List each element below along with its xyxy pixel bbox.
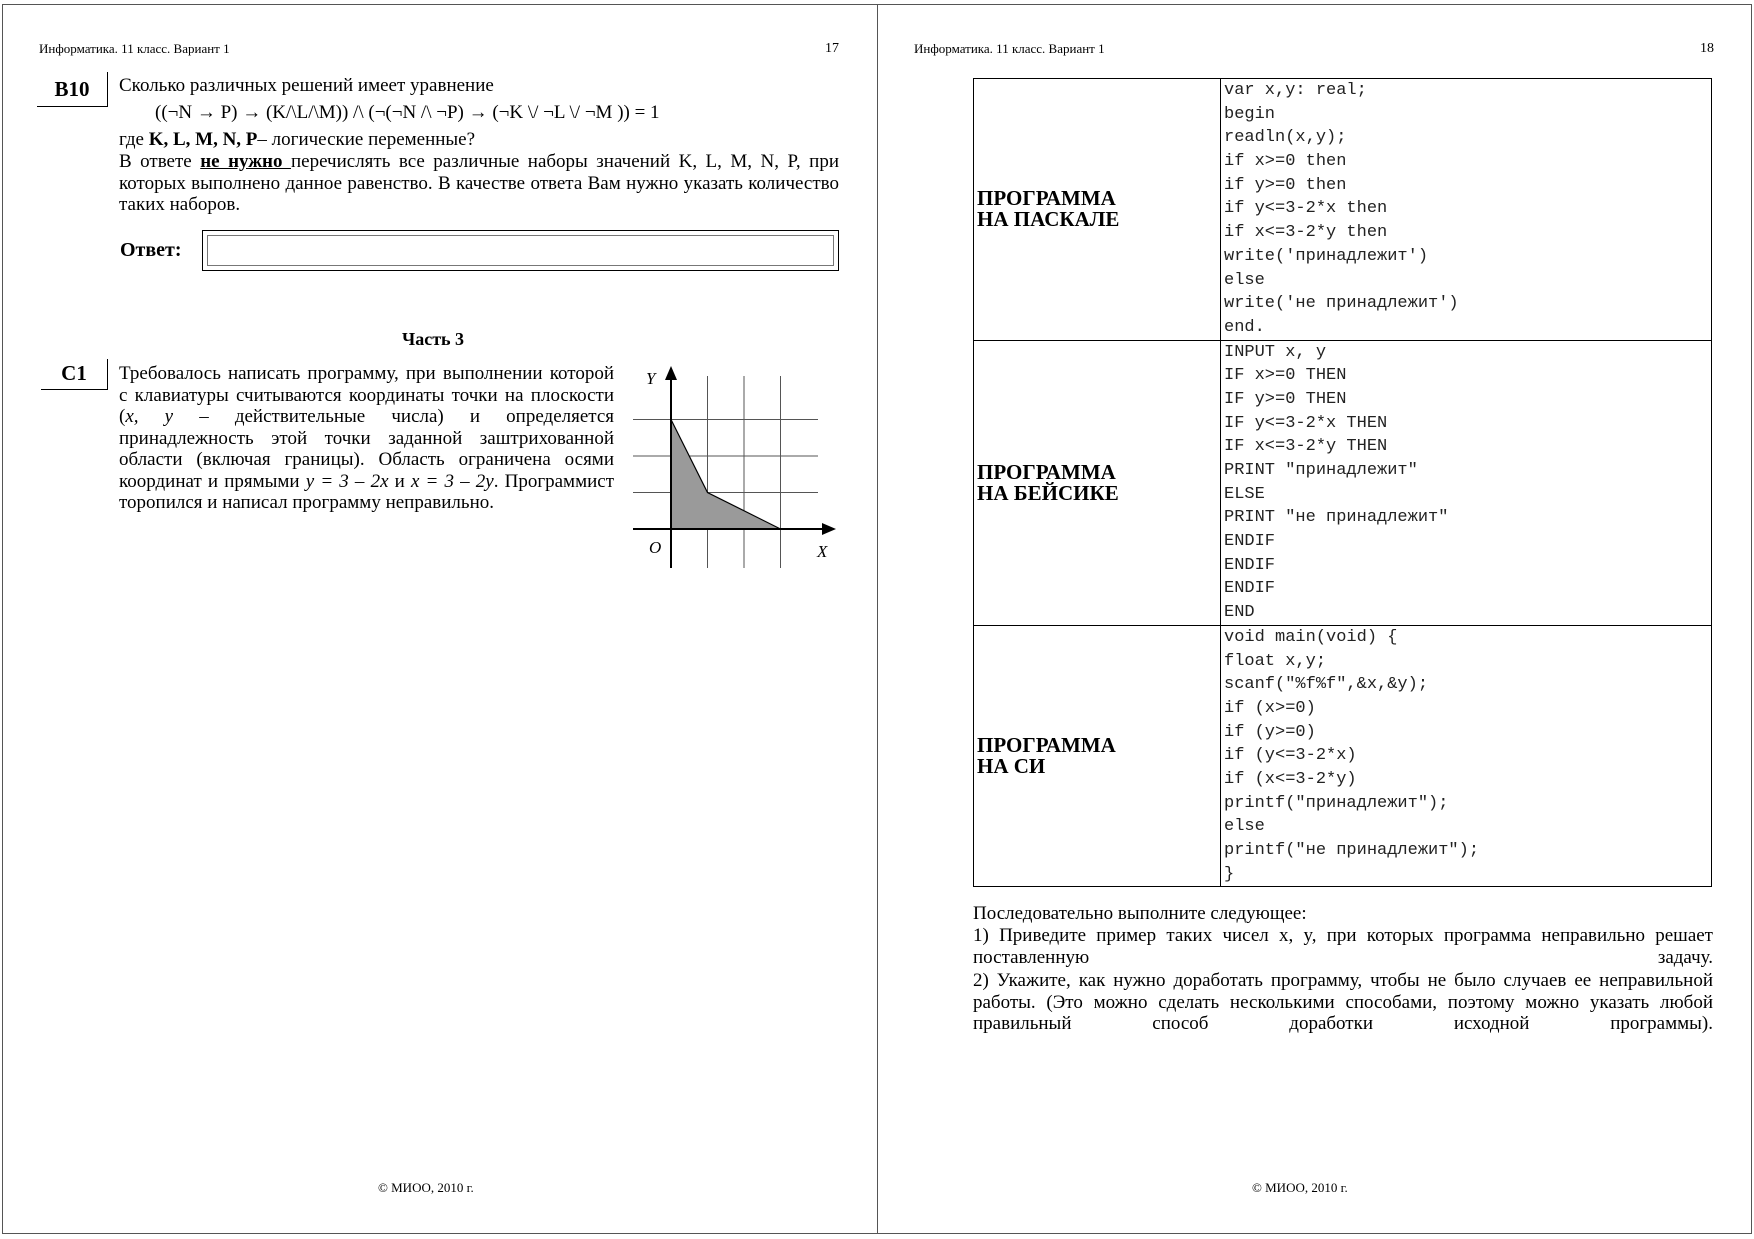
c1-text-2: – действительные числа) и определяется принадлежность этой точки заданной заштрихованной области (включая границы). Область ограничена осями координат и прямыми bbox=[119, 406, 614, 492]
code-line: IF y>=0 THEN bbox=[1224, 389, 1347, 409]
c1-text-and: и bbox=[388, 470, 411, 492]
region-graph bbox=[633, 360, 843, 575]
part-3-title: Часть 3 bbox=[402, 329, 465, 349]
origin-label: O bbox=[649, 538, 662, 557]
task-label-c1: C1 bbox=[41, 359, 108, 390]
code-line: if (y<=3-2*x) bbox=[1224, 746, 1357, 766]
code-line: if (x<=3-2*y) bbox=[1224, 769, 1357, 789]
c1-text-xy: x, y bbox=[125, 406, 174, 427]
instructions-item-1: 1) Приведите пример таких чисел x, y, при которых программа неправильно решает поставленную задачу. bbox=[973, 925, 1713, 968]
page-header: Информатика. 11 класс. Вариант 1 bbox=[39, 41, 230, 56]
code-line: float x,y; bbox=[1224, 651, 1327, 671]
code-line: if x<=3-2*y then bbox=[1224, 223, 1388, 243]
y-axis-arrow bbox=[665, 366, 677, 380]
program-label-line2: НА СИ bbox=[977, 754, 1046, 779]
code-line: printf("не принадлежит"); bbox=[1224, 841, 1480, 860]
program-label-c bbox=[974, 625, 1221, 887]
code-line: if (x>=0) bbox=[1224, 698, 1316, 718]
code-line: if (y>=0) bbox=[1224, 722, 1316, 742]
code-line: PRINT "не принадлежит" bbox=[1224, 508, 1449, 528]
program-row-basic bbox=[974, 340, 1712, 625]
program-code-c bbox=[1221, 625, 1712, 887]
code-line: INPUT x, y bbox=[1224, 342, 1327, 362]
b10-vars-suffix: – логические переменные? bbox=[257, 129, 476, 150]
code-line: scanf("%f%f",&x,&y); bbox=[1224, 675, 1429, 695]
program-label-pascal bbox=[974, 79, 1221, 341]
program-label-line2: НА БЕЙСИКЕ bbox=[977, 480, 1119, 505]
code-line: PRINT "принадлежит" bbox=[1224, 461, 1418, 480]
code-line: if y>=0 then bbox=[1224, 175, 1347, 195]
x-axis-label: X bbox=[817, 542, 828, 561]
b10-vars-bold: K, L, M, N, P bbox=[148, 129, 258, 150]
page-number: 18 bbox=[1700, 41, 1714, 56]
program-row-c bbox=[974, 625, 1712, 887]
code-line: else bbox=[1224, 270, 1265, 290]
b10-formula: ((¬N → P) → (K/\L/\M)) /\ (¬(¬N /\ ¬P) → (¬K \/ ¬L \/ ¬M )) = 1 bbox=[155, 102, 660, 123]
program-label-line1: ПРОГРАММА bbox=[977, 459, 1116, 484]
c1-eq2: x = 3 – 2y bbox=[410, 470, 494, 492]
answer-input-box[interactable] bbox=[202, 230, 839, 271]
code-line: IF x>=0 THEN bbox=[1224, 366, 1347, 386]
code-line: ENDIF bbox=[1224, 532, 1276, 552]
code-line: write('принадлежит') bbox=[1224, 246, 1429, 266]
code-line: END bbox=[1224, 603, 1255, 623]
code-line: ENDIF bbox=[1224, 579, 1276, 599]
code-line: readln(x,y); bbox=[1224, 128, 1347, 148]
code-line: end. bbox=[1224, 317, 1265, 337]
program-code-pascal bbox=[1221, 79, 1712, 341]
instructions-item-2: 2) Укажите, как нужно доработать программу, чтобы не было случаев ее неправильной работы. (Это можно сделать несколькими способами, поэтому можно указать любой правильный способ доработки исходной программы). bbox=[973, 970, 1713, 1034]
program-label-line2: НА ПАСКАЛЕ bbox=[977, 207, 1120, 232]
page-footer: © МИОО, 2010 г. bbox=[378, 1180, 474, 1195]
left-page bbox=[2, 4, 878, 1234]
program-code-basic bbox=[1221, 340, 1712, 625]
code-line: if x>=0 then bbox=[1224, 152, 1347, 172]
code-line: IF x<=3-2*y THEN bbox=[1224, 437, 1388, 457]
c1-text bbox=[119, 363, 614, 514]
page-header: Информатика. 11 класс. Вариант 1 bbox=[914, 41, 1105, 56]
code-line: void main(void) { bbox=[1224, 627, 1398, 647]
c1-eq1: y = 3 – 2x bbox=[305, 470, 389, 492]
code-line: if y<=3-2*x then bbox=[1224, 199, 1388, 219]
code-line: var x,y: real; bbox=[1224, 81, 1367, 100]
task-label-b10: B10 bbox=[37, 72, 108, 107]
b10-instr-suffix: перечислять все различные наборы значений K, L, M, N, P, при которых выполнено данное равенство. В качестве ответа Вам нужно указать количество таких наборов. bbox=[119, 151, 839, 215]
b10-instr-prefix: В ответе bbox=[119, 151, 201, 172]
code-line: ELSE bbox=[1224, 484, 1265, 504]
program-label-basic bbox=[974, 340, 1221, 625]
program-label-line1: ПРОГРАММА bbox=[977, 186, 1116, 211]
programs-table bbox=[973, 78, 1712, 887]
right-page bbox=[877, 4, 1752, 1234]
answer-input-inner bbox=[207, 235, 834, 266]
code-line: else bbox=[1224, 817, 1265, 837]
c1-text-1: Требовалось написать программу, при выполнении которой с клавиатуры считываются координаты точки на плоскости ( bbox=[119, 363, 614, 427]
code-line: IF y<=3-2*x THEN bbox=[1224, 413, 1388, 433]
code-line: write('не принадлежит') bbox=[1224, 294, 1459, 314]
program-row-pascal bbox=[974, 79, 1712, 341]
b10-question: Сколько различных решений имеет уравнение bbox=[119, 75, 494, 96]
answer-label: Ответ: bbox=[120, 239, 182, 261]
b10-instruction bbox=[119, 151, 839, 216]
page-number: 17 bbox=[825, 41, 839, 56]
b10-instr-bold: не нужно bbox=[200, 151, 291, 172]
shaded-region bbox=[671, 420, 781, 530]
code-line: } bbox=[1224, 864, 1235, 884]
code-line: ENDIF bbox=[1224, 555, 1276, 575]
code-line: printf("принадлежит"); bbox=[1224, 793, 1449, 813]
instructions-intro: Последовательно выполните следующее: bbox=[973, 903, 1307, 924]
code-line: begin bbox=[1224, 104, 1276, 124]
c1-text-3: . Программист торопился и написал программу неправильно. bbox=[119, 470, 614, 513]
y-axis-label: Y bbox=[646, 369, 656, 388]
x-axis-arrow bbox=[822, 523, 836, 535]
program-label-line1: ПРОГРАММА bbox=[977, 733, 1116, 758]
page-footer: © МИОО, 2010 г. bbox=[1252, 1180, 1348, 1195]
b10-vars-prefix: где bbox=[119, 129, 149, 150]
b10-variables bbox=[119, 129, 839, 151]
